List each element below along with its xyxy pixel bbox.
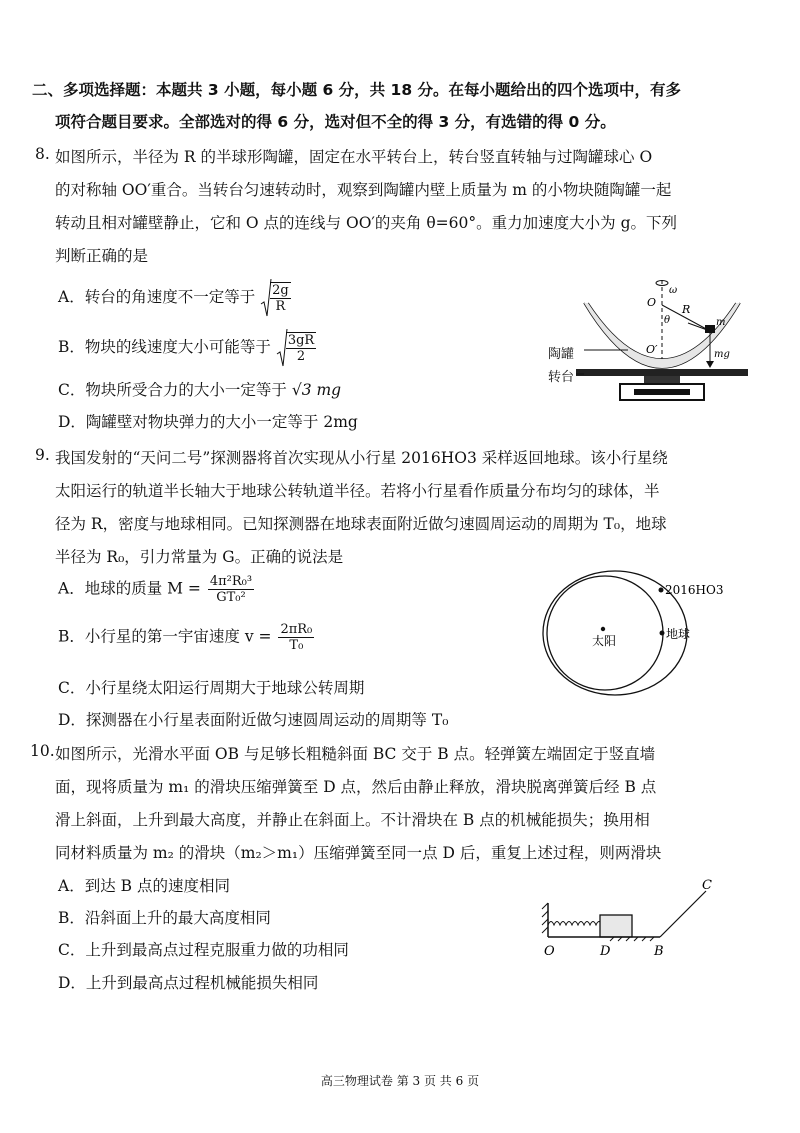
point-o-label: O [544, 944, 555, 959]
mg-label: mg [714, 349, 730, 360]
q8-option-d[interactable]: D．陶罐壁对物块弹力的大小一定等于 2mg [58, 413, 358, 431]
q9-number: 9. [35, 446, 50, 464]
q9-option-b-text: B．小行星的第一宇宙速度 v = [58, 627, 272, 646]
q8-option-a-fraction: $\frac{2g}{R}$ [272, 283, 289, 314]
o-prime-label: O′ [646, 343, 658, 356]
q10-line4: 同材料质量为 m₂ 的滑块（m₂＞m₁）压缩弹簧至同一点 D 后，重复上述过程，则两滑块 [55, 844, 662, 862]
sun-dot [601, 627, 605, 631]
q8-option-c[interactable] [58, 378, 341, 400]
q10-figure [540, 875, 740, 965]
q9-option-a-text: A．地球的质量 M = [58, 579, 201, 598]
slider-block [600, 915, 632, 937]
q9-option-a[interactable] [58, 574, 256, 605]
center-o-label: O [647, 296, 657, 309]
jar-label: 陶罐 [548, 347, 575, 362]
sun-label: 太阳 [592, 634, 617, 648]
gravity-arrowhead-icon [706, 361, 714, 368]
q8-option-a[interactable] [58, 278, 293, 318]
wall-hatch [542, 903, 548, 933]
q9-figure [520, 565, 750, 705]
q9-option-b[interactable] [58, 622, 316, 653]
section-heading-line1: 二、多项选择题：本题共 3 小题，每小题 6 分，共 18 分。在每小题给出的四个选项中，有多 [32, 81, 682, 99]
q9-line1: 我国发射的“天问二号”探测器将首次实现从小行星 2016HO3 采样返回地球。该小行星绕 [55, 449, 668, 467]
mass-label: m [716, 317, 726, 328]
earth-orbit [547, 576, 663, 690]
q8-number: 8. [35, 145, 50, 163]
asteroid-dot [659, 588, 664, 593]
q10-option-b[interactable]: B．沿斜面上升的最大高度相同 [58, 909, 271, 927]
q8-line3: 转动且相对罐壁静止，它和 O 点的连线与 OO′的夹角 θ=60°。重力加速度大小为 g。下列 [55, 214, 677, 232]
q10-number: 10. [30, 742, 55, 760]
turntable-label: 转台 [548, 370, 575, 385]
point-b-label: B [654, 944, 664, 959]
q9-line4: 半径为 R₀，引力常量为 G。正确的说法是 [55, 548, 344, 566]
q9-line3: 径为 R，密度与地球相同。已知探测器在地球表面附近做匀速圆周运动的周期为 T₀，地球 [55, 515, 667, 533]
earth-label: 地球 [666, 627, 691, 641]
earth-dot [660, 631, 665, 636]
turntable-plate [576, 369, 748, 376]
turntable-base-inner [634, 389, 690, 395]
q9-option-d[interactable]: D．探测器在小行星表面附近做匀速圆周运动的周期等 T₀ [58, 711, 449, 729]
block [705, 325, 715, 333]
q9-line2: 太阳运行的轨道半长轴大于地球公转轨道半径。若将小行星看作质量分布均匀的球体，半 [55, 482, 660, 500]
point-c-label: C [702, 878, 712, 893]
q9-option-c[interactable]: C．小行星绕太阳运行周期大于地球公转周期 [58, 679, 365, 697]
theta-label: θ [664, 315, 671, 326]
radius-label: R [682, 303, 691, 316]
omega-label: ω [669, 285, 678, 296]
page-footer: 高三物理试卷 第 3 页 共 6 页 [320, 1074, 480, 1088]
q8-option-c-math: √3 mg [291, 381, 342, 399]
asteroid-label: 2016HO3 [665, 583, 724, 597]
point-d-label: D [600, 944, 611, 959]
q9-option-b-fraction: $\frac{\text{2πR₀}}{\text{T₀}}$ [280, 622, 313, 653]
turntable-hub [644, 376, 680, 384]
q8-line1: 如图所示，半径为 R 的半球形陶罐，固定在水平转台上，转台竖直转轴与过陶罐球心 O [55, 148, 653, 166]
q8-option-b-text: B．物块的线速度大小可能等于 [58, 338, 271, 356]
q10-line1: 如图所示，光滑水平面 OB 与足够长粗糙斜面 BC 交于 B 点。轻弹簧左端固定于竖直墙 [55, 745, 656, 763]
section-heading-line2: 项符合题目要求。全部选对的得 6 分，选对但不全的得 3 分，有选错的得 0 分。 [55, 113, 616, 131]
q8-option-a-text: A．转台的角速度不一定等于 [58, 288, 256, 306]
q10-option-d[interactable]: D．上升到最高点过程机械能损失相同 [58, 974, 319, 992]
q9-option-a-fraction: $\frac{\text{4π²R₀³}}{\text{GT₀²}}$ [209, 574, 253, 605]
spring [548, 922, 602, 926]
q8-option-b[interactable] [58, 328, 318, 368]
q10-line2: 面，现将质量为 m₁ 的滑块压缩弹簧至 D 点，然后由静止释放，滑块脱离弹簧后经 B 点 [55, 778, 657, 796]
q8-figure [548, 275, 748, 425]
q8-option-c-text: C．物块所受合力的大小一定等于 [58, 381, 287, 399]
q10-option-c[interactable]: C．上升到最高点过程克服重力做的功相同 [58, 941, 349, 959]
q10-option-a[interactable]: A．到达 B 点的速度相同 [58, 877, 230, 895]
incline [660, 891, 706, 937]
q8-option-b-fraction: $\frac{3gR}{2}$ [287, 333, 315, 364]
q10-line3: 滑上斜面，上升到最大高度，并静止在斜面上。不计滑块在 B 点的机械能损失；换用相 [55, 811, 650, 829]
q8-line2: 的对称轴 OO′重合。当转台匀速转动时，观察到陶罐内壁上质量为 m 的小物块随陶罐一起 [55, 181, 672, 199]
q8-line4: 判断正确的是 [55, 247, 149, 265]
